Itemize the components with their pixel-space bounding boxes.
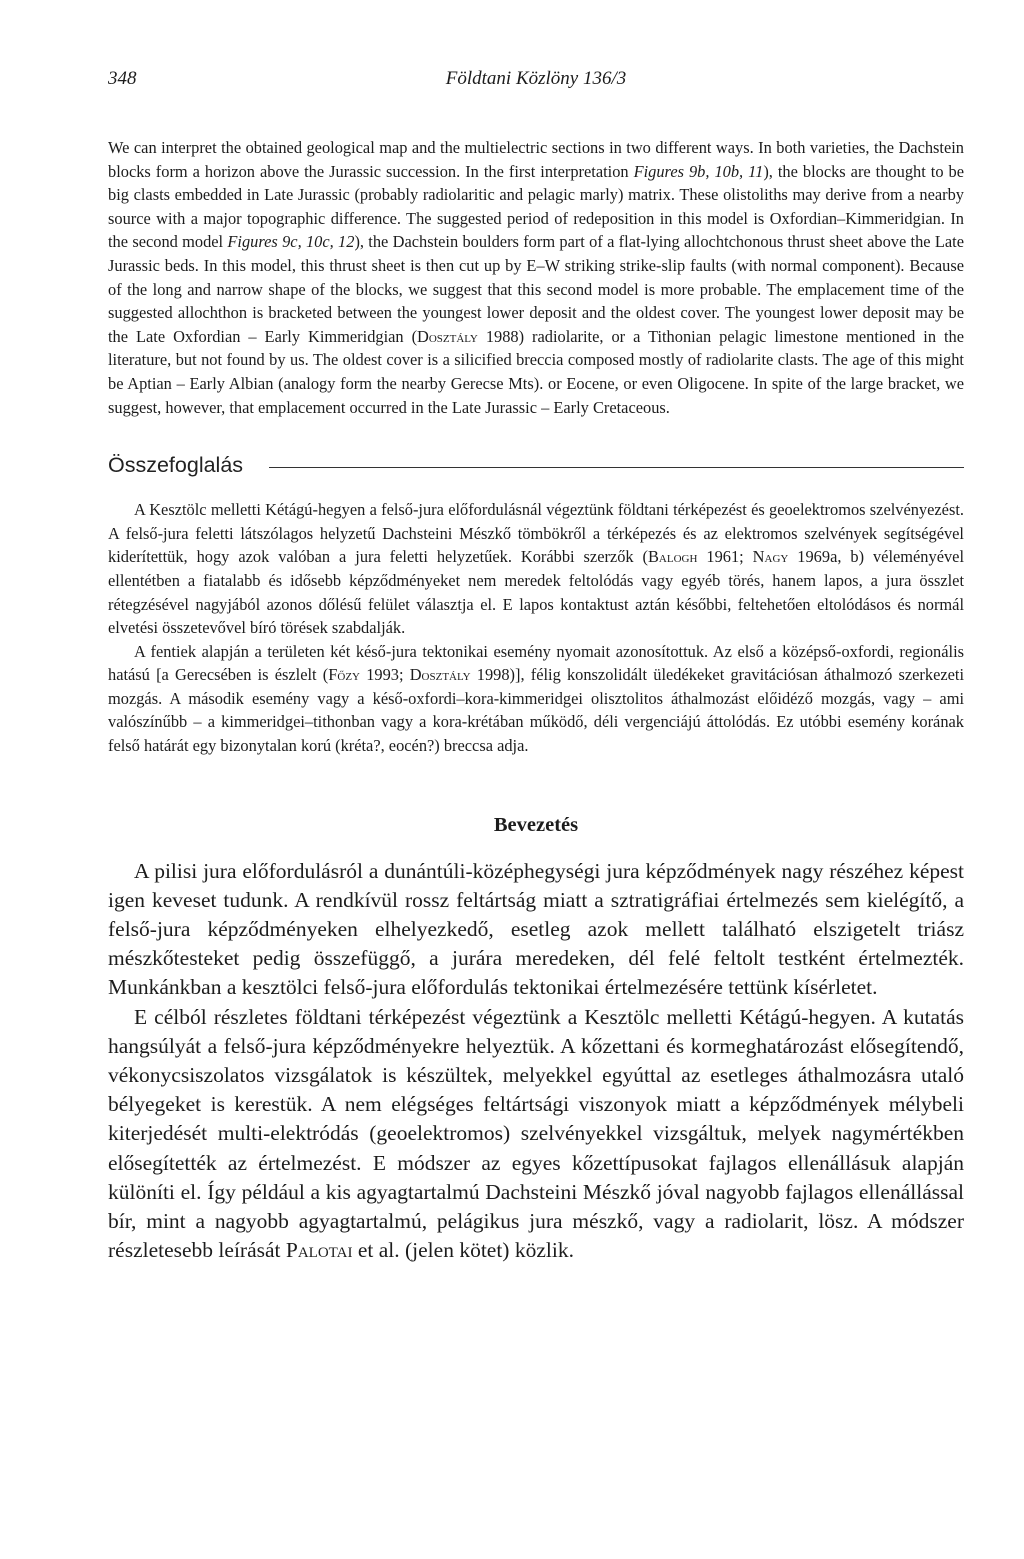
- author-citation: Dosztály: [409, 665, 471, 685]
- text-run: 1998)], félig konszolidált üledékeket gravitációsan áthalmozó szerkezeti mozgás. A második esemény vagy a késő-oxfordi–kora-kimmeridgei olisztolitos áthalmozást előidéző mozgás, vagy – ami valószínűbb – a kimmeridgei–tithonban vagy a kora-krétában működő, déli vergenciájú áttolódás. Ez utóbbi esemény korának felső határát egy bizonytalan korú (kréta?, eocén?) breccsa adja.: [108, 665, 964, 756]
- journal-title: Földtani Közlöny 136/3: [445, 68, 627, 89]
- section-title: Összefoglalás: [108, 453, 244, 478]
- section-rule: [269, 467, 964, 468]
- text-run: 1969a, b) véleményével ellentétben a fiatalabb és idősebb képződményeket nem meredek feltolódás vagy egyéb törés, hanem lapos, a jura összlet rétegzésével nagyjából azonos dőlésű felület választja el. E lapos kontaktust aztán későbbi, feltehetően eltolódásos és normál elvetési összetevővel bíró törések szabdalják.: [108, 547, 964, 638]
- author-citation: Palotai: [285, 1238, 353, 1263]
- figure-reference: Figures 9b, 10b, 11: [633, 161, 764, 181]
- text-run: A Kesztölc melletti Kétágú-hegyen a felső-jura előfordulásnál végeztünk földtani térképezést és geoelektromos szelvényezést. A felső-jura feletti látszólagos helyzetű Dachsteini Mészkő tömbökről a térképezés és az elektromos szelvények segítségével kiderítettük, hogy azok valóban a jura feletti helyzetűek. Korábbi szerzők (: [108, 500, 964, 567]
- running-header: [108, 68, 964, 108]
- introduction-heading: Bevezetés: [493, 813, 579, 836]
- english-summary-paragraph: [108, 136, 964, 419]
- intro-paragraph-2: [108, 1003, 964, 1266]
- summary-section-header: [108, 453, 964, 478]
- page-number: 348: [108, 68, 137, 89]
- summary-paragraph-2: [108, 640, 964, 758]
- text-run: ), the Dachstein boulders form part of a flat-lying allochtchonous thrust sheet above the Late Jurassic beds. In this model, this thrust sheet is then cut up by E–W striking strike-slip faults (with normal component). Because of the long and narrow shape of the blocks, we suggest that this second model is more probable. The emplacement time of the suggested allochthon is bracketed between the youngest lower deposit and the oldest cover. The youngest lower deposit may be the Late Oxfordian – Early Kimmeridgian (: [108, 232, 964, 346]
- intro-paragraph-1: A pilisi jura előfordulásról a dunántúli-középhegységi jura képződmények nagy részéhez képest igen keveset tudunk. A rendkívül rossz feltártság miatt a sztratigráfiai értelmezés sem kielégítő, a felső-jura képződményeken elhelyezkedő, esetleg azok mellett található elszigetelt triász mészkőtesteket pedig összefüggő, a jurára meredeken, dél felé feltolt testként értelmezték. Munkánkban a kesztölci felső-jura előfordulás tektonikai értelmezésére tettünk kísérletet.: [108, 858, 964, 1000]
- figure-reference: Figures 9c, 10c, 12: [227, 232, 355, 252]
- text-run: 1993;: [360, 665, 410, 685]
- text-run: 1988) radiolarite, or a Tithonian pelagic limestone mentioned in the literature, but not found by us. The oldest cover is a silicified breccia composed mostly of radiolarite clasts. The age of this might be Aptian – Early Albian (analogy form the nearby Gerecse Mts). or Eocene, or even Oligocene. In spite of the large bracket, we suggest, however, that emplacement occurred in the Late Jurassic – Early Cretaceous.: [108, 326, 964, 417]
- hungarian-summary: [108, 498, 964, 758]
- english-paragraph-text: [108, 136, 964, 419]
- author-citation: Balogh: [648, 547, 698, 567]
- page: [108, 68, 964, 1266]
- author-citation: Nagy: [752, 547, 789, 567]
- text-run: A fentiek alapján a területen két késő-jura tektonikai esemény nyomait azonosítottuk. Az első a középső-oxfordi, regionális hatású [a Gerecsében is észlelt (: [108, 641, 964, 685]
- author-citation: Dosztály: [417, 326, 478, 346]
- text-run: ), the blocks are thought to be big clasts embedded in Late Jurassic (probably radiolaritic and pelagic marly) matrix. These olistoliths may derive from a nearby source with a major topographic difference. The suggested period of redeposition in this model is Oxfordian–Kimmeridgian. In the second model: [108, 161, 964, 252]
- text-run: et al. (jelen kötet) közlik.: [352, 1238, 574, 1263]
- author-citation: Főzy: [328, 665, 360, 685]
- summary-paragraph-1: [108, 498, 964, 640]
- text-run: E célból részletes földtani térképezést végeztünk a Kesztölc melletti Kétágú-hegyen. A kutatás hangsúlyát a felső-jura képződményekre helyeztük. A kőzettani és kormeghatározást elősegítendő, vékonycsiszolatos vizsgálatok is készültek, melyekkel egyúttal az esetleges áthalmozásra utaló bélyegeket is kerestük. A nem elégséges feltártsági viszonyok miatt a képződmények mélybeli kiterjedését multi-elektródás (geoelektromos) szelvényekkel vizsgáltuk, melyek nagymértékben elősegítették az értelmezést. E módszer az egyes kőzettípusokat fajlagos ellenállásuk alapján különíti el. Így például a kis agyagtartalmú Dachsteini Mészkő jóval nagyobb fajlagos ellenállással bír, mint a nagyobb agyagtartalmú, pelágikus jura mészkő, vagy a radiolarit, lösz. A módszer részletesebb leírását: [108, 1004, 964, 1263]
- introduction-body: [108, 857, 964, 1266]
- text-run: We can interpret the obtained geological map and the multielectric sections in two different ways. In both varieties, the Dachstein blocks form a horizon above the Jurassic succession. In the first interpretation: [108, 138, 964, 181]
- text-run: 1961;: [697, 547, 753, 567]
